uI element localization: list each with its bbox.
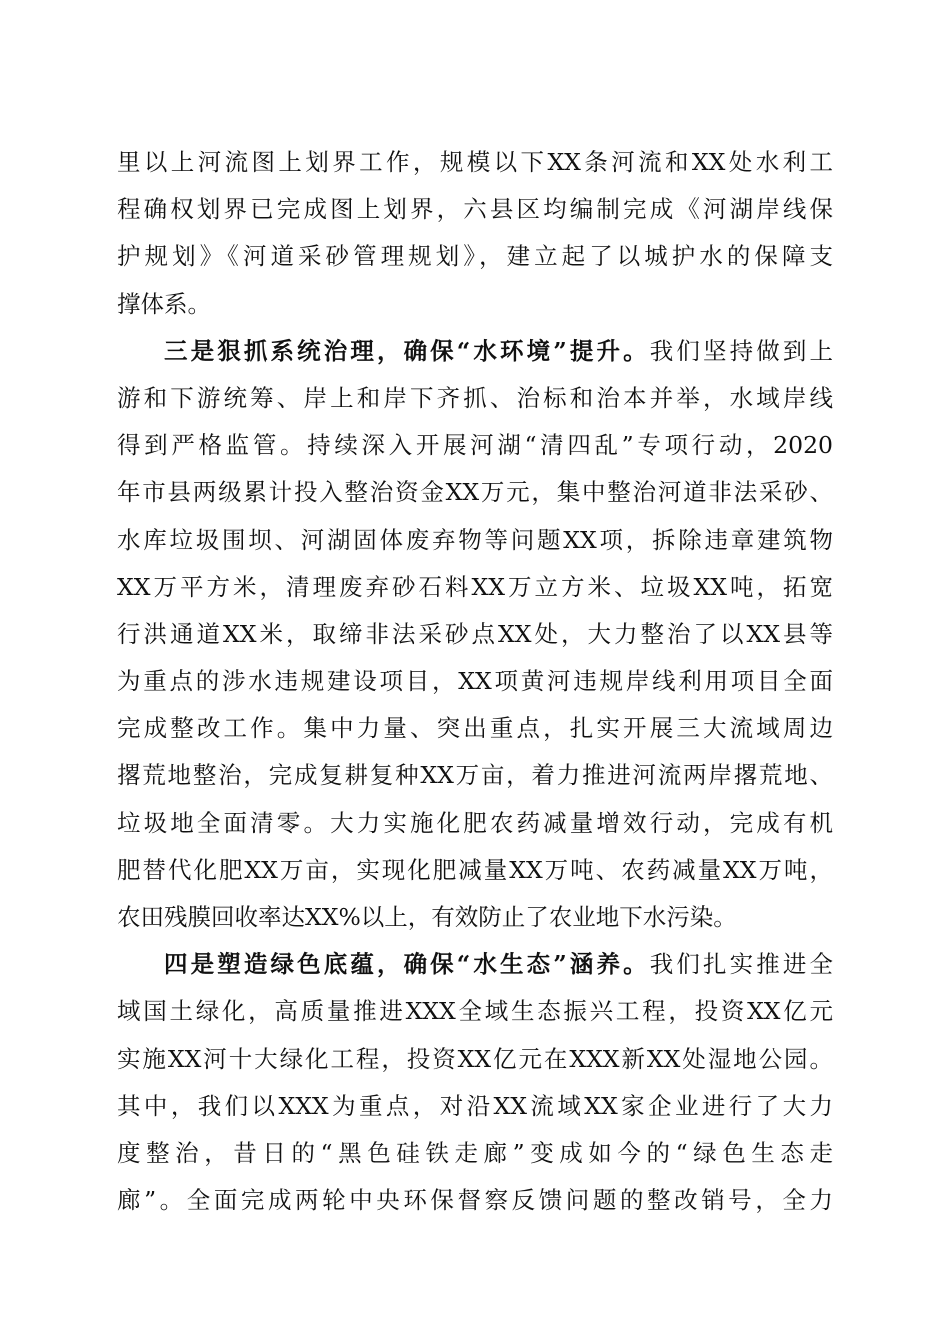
text-line: XX万平方米，清理废弃砂石料XX万立方米、垃圾XX吨，拓宽 — [117, 572, 833, 601]
text-line: 度整治，昔日的“黑色硅铁走廊”变成如今的“绿色生态走 — [117, 1138, 833, 1167]
text-line: 年市县两级累计投入整治资金XX万元，集中整治河道非法采砂、 — [117, 478, 833, 507]
text-line: 水库垃圾围坝、河湖固体废弃物等问题XX项，拆除违章建筑物 — [117, 525, 833, 554]
text-line: 为重点的涉水违规建设项目，XX项黄河违规岸线利用项目全面 — [117, 667, 833, 696]
text-line: 撂荒地整治，完成复耕复种XX万亩，着力推进河流两岸撂荒地、 — [117, 761, 833, 790]
text-line: 程确权划界已完成图上划界，六县区均编制完成《河湖岸线保 — [117, 195, 833, 224]
text-line — [117, 328, 833, 375]
text-line: 农田残膜回收率达XX%以上，有效防止了农业地下水污染。 — [117, 903, 737, 931]
text-line: 行洪通道XX米，取缔非法采砂点XX处，大力整治了以XX县等 — [117, 619, 833, 648]
text-line: 垃圾地全面清零。大力实施化肥农药减量增效行动，完成有机 — [117, 808, 833, 837]
text-line: 撑体系。 — [117, 289, 211, 318]
paragraph-2 — [117, 328, 833, 941]
text-line: 肥替代化肥XX万亩，实现化肥减量XX万吨、农药减量XX万吨， — [117, 855, 833, 884]
text-run: 我们扎实推进全 — [649, 950, 833, 979]
text-line: 域国土绿化，高质量推进XXX全域生态振兴工程，投资XX亿元 — [117, 997, 833, 1026]
text-line: 得到严格监管。持续深入开展河湖“清四乱”专项行动，2020 — [117, 431, 833, 460]
text-line — [117, 941, 833, 988]
paragraph-lead: 四是塑造绿色底蕴，确保“水生态”涵养。 — [164, 950, 650, 979]
text-line: 里以上河流图上划界工作，规模以下XX条河流和XX处水利工 — [117, 148, 833, 176]
paragraph-lead: 三是狠抓系统治理，确保“水环境”提升。 — [164, 336, 650, 365]
paragraph-1 — [117, 139, 833, 328]
text-line: 其中，我们以XXX为重点，对沿XX流域XX家企业进行了大力 — [117, 1091, 833, 1120]
text-line: 廊”。全面完成两轮中央环保督察反馈问题的整改销号，全力 — [117, 1186, 833, 1215]
text-line: 实施XX河十大绿化工程，投资XX亿元在XXX新XX处湿地公园。 — [117, 1044, 833, 1073]
text-line: 游和下游统筹、岸上和岸下齐抓、治标和治本并举，水域岸线 — [117, 383, 833, 412]
text-line: 完成整改工作。集中力量、突出重点，扎实开展三大流域周边 — [117, 714, 833, 743]
paragraph-3 — [117, 941, 833, 1224]
text-line: 护规划》《河道采砂管理规划》，建立起了以城护水的保障支 — [117, 242, 833, 271]
text-run: 我们坚持做到上 — [649, 336, 833, 365]
